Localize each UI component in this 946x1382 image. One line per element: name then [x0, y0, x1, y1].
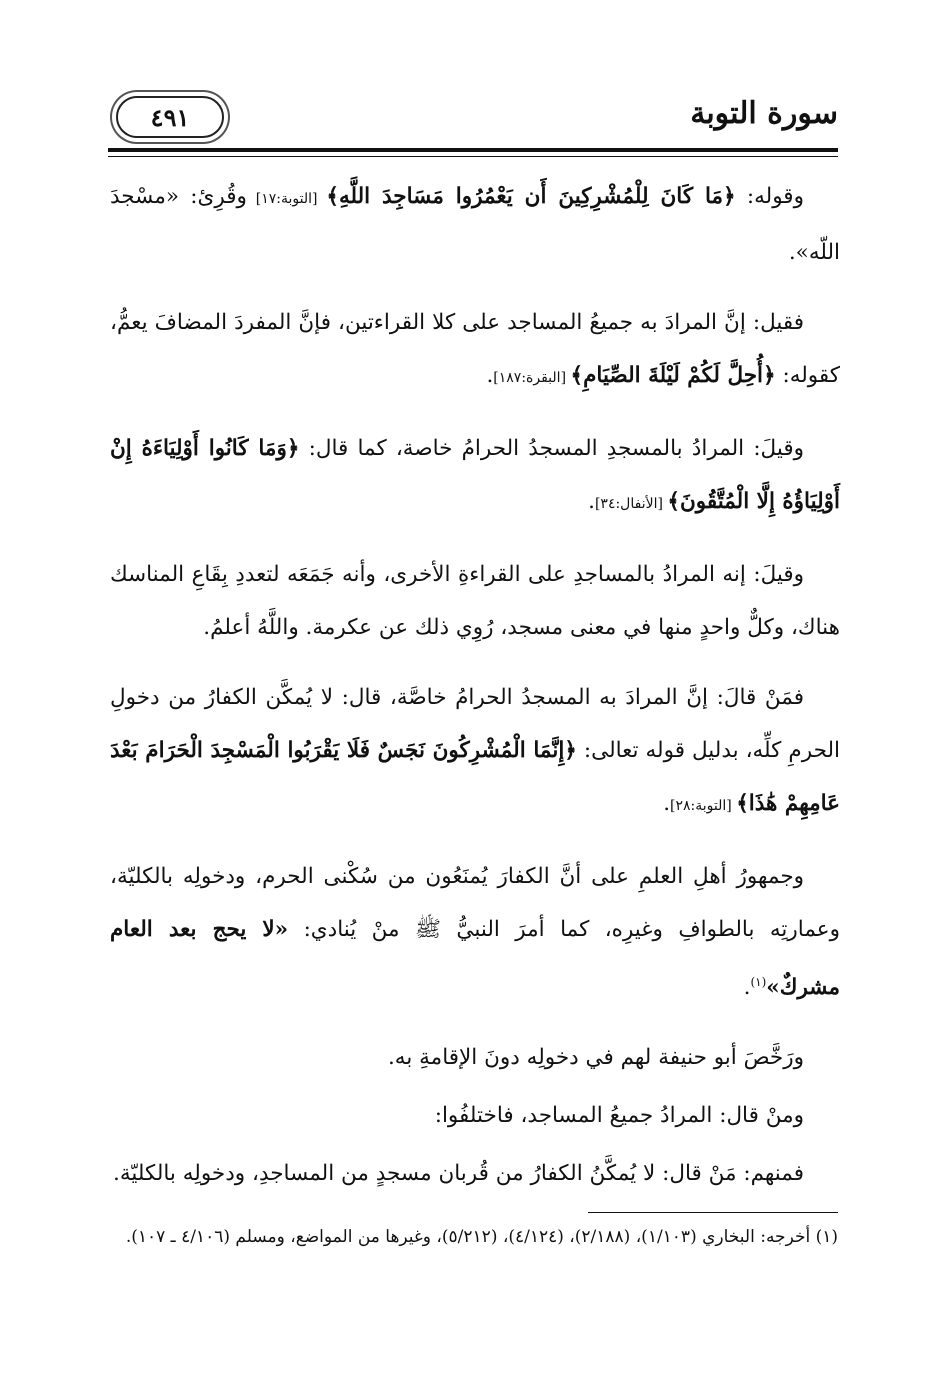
footnote: (١) أخرجه: البخاري (١/١٠٣)، (٢/١٨٨)، (٤/١٢٤)، (٥/٢١٢)، وغيرها من المواضع، ومسلم (٤/١٠٦ ـ ١٠٧).	[125, 1227, 838, 1247]
paragraph	[110, 1031, 840, 1084]
paragraph	[110, 548, 840, 654]
text: .	[663, 791, 671, 816]
text: فقيل: إنَّ المرادَ به جميعُ المساجد على كلا القراءتين، فإنَّ المفردَ المضافَ يعمُّ، كقوله:	[110, 310, 840, 388]
verse-reference: [التوبة:٢٨]	[670, 798, 737, 814]
paragraph	[110, 671, 840, 833]
page-number: ٤٩١	[150, 102, 190, 132]
quran-verse: ﴿إِنَّمَا الْمُشْرِكُونَ نَجَسٌ فَلَا يَقْرَبُوا الْمَسْجِدَ الْحَرَامَ بَعْدَ عَامِهِمْ هَٰذَا﴾	[110, 738, 840, 816]
text: وقُرِئ: «مسْجدَ اللّه».	[110, 184, 840, 265]
page-header	[108, 90, 838, 150]
paragraph	[110, 1147, 840, 1200]
text: وقيلَ: المرادُ بالمسجدِ المسجدُ الحرامُ خاصة، كما قال:	[299, 436, 804, 461]
text: ومنْ قال: المرادُ جميعُ المساجد، فاختلفُوا:	[434, 1103, 804, 1129]
text: فمنهم: مَنْ قال: لا يُمكَّنُ الكفارُ من قُربان مسجدٍ من المساجدِ، ودخولِه بالكليّة.	[112, 1161, 804, 1187]
footnote-divider	[588, 1212, 838, 1213]
text: فمَنْ قالَ: إنَّ المرادَ به المسجدُ الحرامُ خاصَّة، قال: لا يُمكَّن الكفارُ من دخولِ الحرمِ كلِّه، بدليل قوله تعالى:	[110, 685, 840, 763]
text: .	[486, 363, 494, 388]
header-divider	[108, 148, 838, 152]
quran-verse: ﴿مَا كَانَ لِلْمُشْرِكِينَ أَن يَعْمُرُوا مَسَاجِدَ اللَّهِ﴾	[326, 184, 736, 209]
paragraph	[110, 170, 840, 279]
text: .	[743, 975, 751, 1001]
footnote-marker: (١)	[750, 975, 767, 989]
main-text	[110, 170, 840, 1217]
surah-title: سورة التوبة	[690, 96, 838, 131]
verse-reference: [التوبة:١٧]	[246, 191, 327, 207]
header-divider-thin	[108, 156, 838, 157]
text: وقوله:	[735, 184, 804, 209]
page-number-badge	[116, 96, 224, 138]
quran-verse: ﴿أُحِلَّ لَكُمْ لَيْلَةَ الصِّيَامِ﴾	[570, 363, 776, 388]
text: وقيلَ: إنه المرادُ بالمساجدِ على القراءةِ الأخرى، وأنه جَمَعَه لتعددِ بِقَاعِ المناسك هناك، وكلٌّ واحدٍ منها في معنى مسجد، رُوِي ذلك عن عكرمة. واللَّهُ أعلمُ.	[110, 562, 840, 640]
paragraph	[110, 1089, 840, 1142]
verse-reference: [البقرة:١٨٧]	[493, 370, 571, 386]
hadith-quote: «لا يحج بعد العام مشركٌ»	[110, 917, 840, 1001]
verse-reference: [الأنفال:٣٤]	[594, 496, 668, 512]
paragraph	[110, 422, 840, 531]
paragraph	[110, 296, 840, 405]
paragraph	[110, 850, 840, 1014]
text: .	[588, 489, 595, 514]
text: ورَخَّصَ أبو حنيفة لهم في دخولِه دونَ الإقامةِ به.	[387, 1045, 804, 1071]
quran-verse: ﴿وَمَا كَانُوا أَوْلِيَاءَهُ إِنْ أَوْلِيَاؤُهُ إِلَّا الْمُتَّقُونَ﴾	[110, 436, 840, 514]
text: وجمهورُ أهلِ العلمِ على أنَّ الكفارَ يُمنَعُون من سُكْنى الحرم، ودخولِه بالكليّة، وعمارتِه بالطوافِ وغيرِه، كما أمرَ النبيُّ ﷺ منْ يُنادي:	[110, 864, 840, 942]
